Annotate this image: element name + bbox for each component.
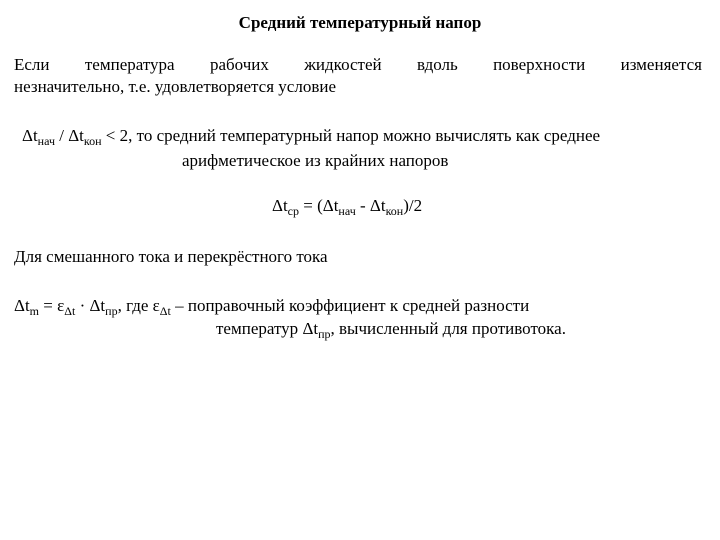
word: температура xyxy=(84,55,175,74)
correction-line-1: $\Delta t_m = \varepsilon_{\Delta t} \cdot \Delta t_{пр}$, где $\varepsilon_{\Delta t}$ – поправочный коэффициент к средней разности xyxy=(14,296,530,318)
word: жидкостей xyxy=(304,55,382,74)
intro-line-1 xyxy=(14,54,702,76)
page-title: Средний температурный напор xyxy=(238,13,482,32)
intro-line-2: незначительно, т.е. удовлетворяется условие xyxy=(14,77,336,96)
word: поверхности xyxy=(493,55,586,74)
word: рабочих xyxy=(209,55,269,74)
word: вдоль xyxy=(416,55,458,74)
intro-paragraph xyxy=(14,54,702,98)
condition-line-1: $\Delta t_{нач} / \Delta t_{кон} < 2$, то средний температурный напор можно вычислять как среднее xyxy=(22,126,601,148)
word: изменяется xyxy=(620,55,702,74)
word: Если xyxy=(14,55,50,74)
mean-temperature-formula: $\Delta t_{ср} = (\Delta t_{нач} - \Delta t_{кон})/2$ xyxy=(272,196,423,218)
correction-line-2: температур $\Delta t_{пр}$, вычисленный для противотока. xyxy=(216,319,566,341)
condition-line-2: арифметическое из крайних напоров xyxy=(182,151,449,170)
mixed-flow-heading: Для смешанного тока и перекрёстного тока xyxy=(14,247,328,266)
